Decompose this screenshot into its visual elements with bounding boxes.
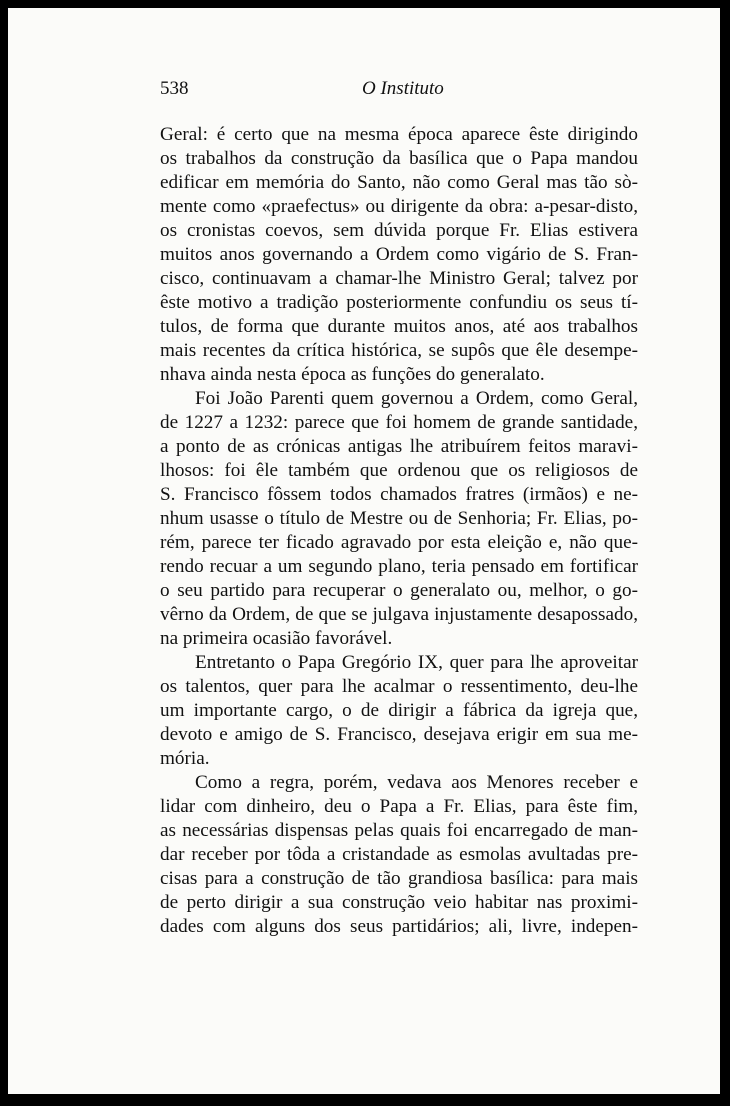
text-line: vêrno da Ordem, de que se julgava injustamente desapossado, — [160, 604, 638, 625]
text-line: devoto e amigo de S. Francisco, desejava erigir em sua me- — [160, 724, 638, 745]
text-line: cisco, continuavam a chamar-lhe Ministro Geral; talvez por — [160, 268, 638, 289]
text-line: êste motivo a tradição posteriormente confundiu os seus tí- — [160, 292, 638, 313]
text-line: Entretanto o Papa Gregório IX, quer para lhe aproveitar — [195, 652, 638, 673]
text-line: de 1227 a 1232: parece que foi homem de grande santidade, — [160, 412, 638, 433]
text-line: mais recentes da crítica histórica, se supôs que êle desempe- — [160, 340, 638, 361]
text-line: mória. — [160, 748, 210, 769]
text-line: a ponto de as crónicas antigas lhe atribuírem feitos maravi- — [160, 436, 638, 457]
text-line: na primeira ocasião favorável. — [160, 628, 393, 649]
text-line: lidar com dinheiro, deu o Papa a Fr. Elias, para êste fim, — [160, 796, 638, 817]
text-line: mente como «praefectus» ou dirigente da obra: a-pesar-disto, — [160, 196, 638, 217]
text-line: Como a regra, porém, vedava aos Menores receber e — [195, 772, 638, 793]
book-page — [8, 8, 720, 1094]
text-line: os trabalhos da construção da basílica que o Papa mandou — [160, 148, 638, 169]
text-line: nhum usasse o título de Mestre ou de Senhoria; Fr. Elias, po- — [160, 508, 638, 529]
text-line: rendo recuar a um segundo plano, teria pensado em fortificar — [160, 556, 638, 577]
text-line: dar receber por tôda a cristandade as esmolas avultadas pre- — [160, 844, 638, 865]
text-line: um importante cargo, o de dirigir a fábrica da igreja que, — [160, 700, 638, 721]
text-line: os cronistas coevos, sem dúvida porque Fr. Elias estivera — [160, 220, 638, 241]
text-line: nhava ainda nesta época as funções do generalato. — [160, 364, 545, 385]
text-line: lhosos: foi êle também que ordenou que os religiosos de — [160, 460, 638, 481]
text-line: os talentos, quer para lhe acalmar o ressentimento, deu-lhe — [160, 676, 638, 697]
text-line: rém, parece ter ficado agravado por esta eleição e, não que- — [160, 532, 638, 553]
text-line: muitos anos governando a Ordem como vigário de S. Fran- — [160, 244, 638, 265]
text-line: Geral: é certo que na mesma época aparece êste dirigindo — [160, 124, 638, 145]
text-line: dades com alguns dos seus partidários; ali, livre, indepen- — [160, 916, 638, 937]
running-title: O Instituto — [362, 78, 444, 99]
body-text — [160, 123, 638, 939]
text-line: de perto dirigir a sua construção veio habitar nas proximi- — [160, 892, 638, 913]
page-header — [160, 78, 638, 108]
text-line: S. Francisco fôssem todos chamados fratres (irmãos) e ne- — [160, 484, 638, 505]
page-number: 538 — [160, 78, 189, 99]
text-line: cisas para a construção de tão grandiosa basílica: para mais — [160, 868, 638, 889]
text-line: edificar em memória do Santo, não como Geral mas tão sò- — [160, 172, 638, 193]
text-line: as necessárias dispensas pelas quais foi encarregado de man- — [160, 820, 638, 841]
text-line: Foi João Parenti quem governou a Ordem, como Geral, — [195, 388, 638, 409]
text-line: tulos, de forma que durante muitos anos, até aos trabalhos — [160, 316, 638, 337]
text-line: o seu partido para recuperar o generalato ou, melhor, o go- — [160, 580, 638, 601]
